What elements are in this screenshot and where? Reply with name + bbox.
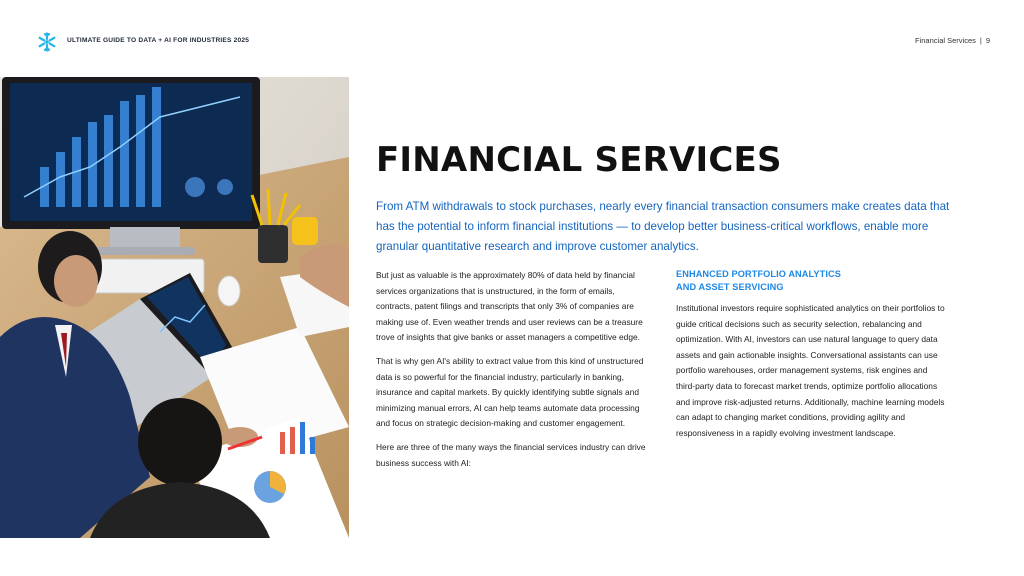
section-heading-line: AND ASSET SERVICING — [676, 281, 784, 292]
section-name: Financial Services — [915, 36, 976, 45]
business-meeting-photo — [0, 77, 349, 538]
section-heading-line: ENHANCED PORTFOLIO ANALYTICS — [676, 269, 841, 279]
body-paragraph: But just as valuable is the approximately 80% of data held by financial services organizations that is unstructured, in the form of emails, contracts, patent filings and transcripts that only 3% of companies are making use of. Even weather trends and user reviews can be a treasure trove of insights that give banks or asset managers a competitive edge. — [376, 270, 643, 343]
separator: | — [979, 36, 982, 45]
body-paragraph: That is why gen AI's ability to extract value from this kind of unstructured data is so powerful for the financial industry, particularly in banking, insurance and capital markets. By quickly identifying subtle signals and minimizing manual errors, AI can help teams automate data processing and focus on strategic decision-making and customer engagement. — [376, 355, 644, 429]
snowflake-icon — [37, 32, 57, 52]
document-header-title: ULTIMATE GUIDE TO DATA + AI FOR INDUSTRIES 2025 — [67, 37, 250, 44]
left-column — [376, 268, 648, 479]
section-body: Institutional investors require sophisticated analytics on their portfolios to guide critical decisions such as security selection, rebalancing and optimization. With AI, investors can use natural language to query data assets and gain actionable insights. Conversational assistants can use portfolio warehouses, order management systems, risk engines and third-party data to forecast market trends, optimize portfolio allocations and improve risk-adjusted returns. Additionally, machine learning models can adapt to changing market conditions, providing agility and responsiveness in a rapidly evolving investment landscape. — [676, 303, 945, 438]
page-section-indicator — [915, 36, 990, 45]
body-paragraph: Here are three of the many ways the financial services industry can drive business success with AI: — [376, 441, 646, 468]
page-title: FINANCIAL SERVICES — [376, 140, 782, 180]
page-number: 9 — [985, 36, 990, 45]
section-heading — [676, 268, 948, 293]
right-column — [676, 268, 948, 441]
intro-paragraph: From ATM withdrawals to stock purchases, nearly every financial transaction consumers make creates data that has the potential to inform financial institutions — to develop better business-critical workflows, enable more granular quantitative research and improve customer analytics. — [376, 200, 950, 253]
